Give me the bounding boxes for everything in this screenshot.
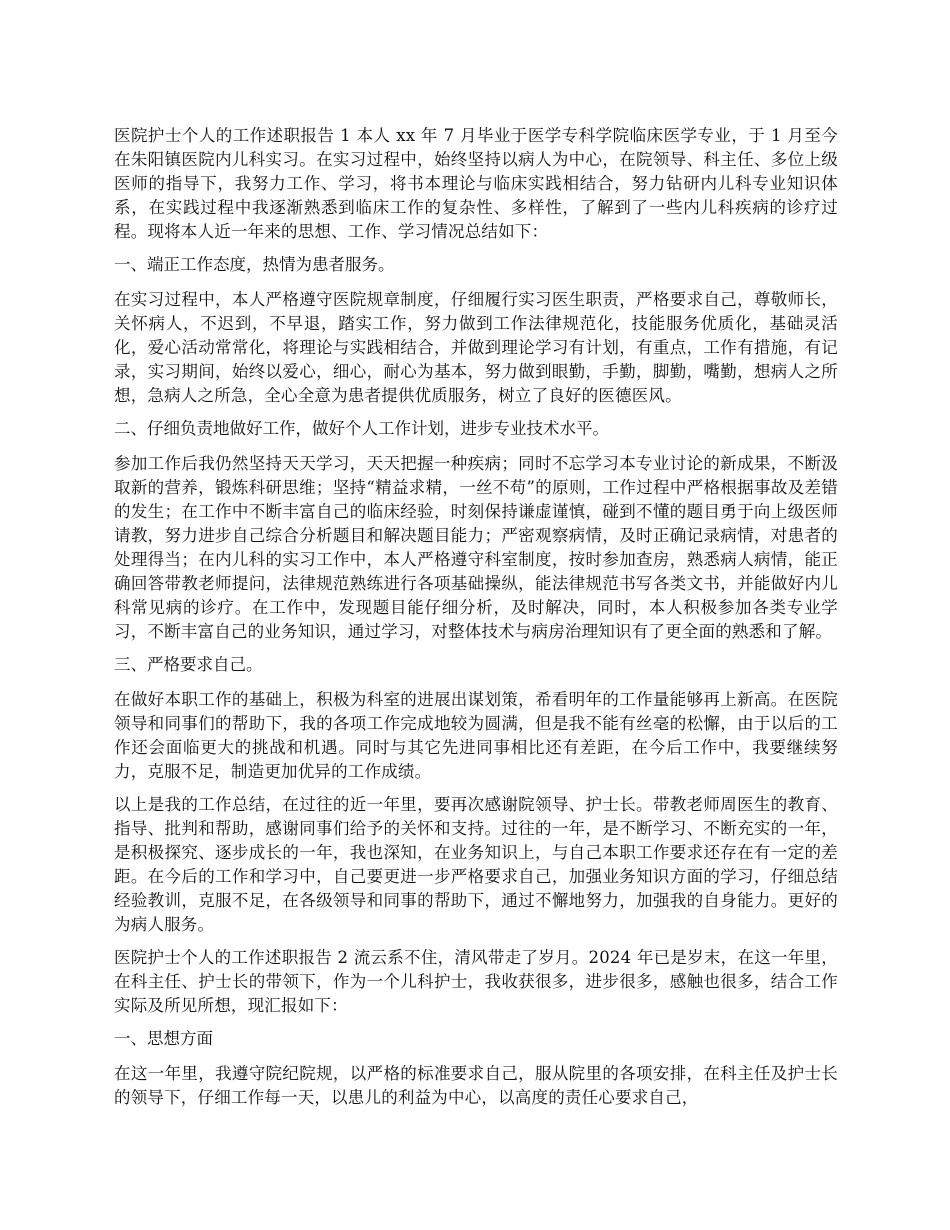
section-heading-thought: 一、思想方面 <box>114 1029 213 1048</box>
attitude-paragraph: 在实习过程中，本人严格遵守医院规章制度，仔细履行实习医生职责，严格要求自己，尊敬师长，关怀病人，不迟到，不早退，踏实工作，努力做到工作法律规范化，技能服务优质化，基础灵活化，爱心活动常常化，将理论与实践相结合，并做到理论学习有计划，有重点，工作有措施，有记录，实习期间，始终以爱心，细心，耐心为基本，努力做到眼勤，手勤，脚勤，嘴勤，想病人之所想，急病人之所急，全心全意为患者提供优质服务，树立了良好的医德医风。 <box>114 290 838 405</box>
section-heading-self-discipline: 三、严格要求自己。 <box>114 655 263 674</box>
self-discipline-paragraph: 在做好本职工作的基础上，积极为科室的进展出谋划策，希看明年的工作量能够再上新高。在医院领导和同事们的帮助下，我的各项工作完成地较为圆满，但是我不能有丝毫的松懈，由于以后的工作还会面临更大的挑战和机遇。同时与其它先进同事相比还有差距，在今后工作中，我要继续努力，克服不足，制造更加优异的工作成绩。 <box>114 690 838 781</box>
section-heading-responsibility: 二、仔细负责地做好工作，做好个人工作计划，进步专业技术水平。 <box>114 419 609 438</box>
thought-paragraph: 在这一年里，我遵守院纪院规，以严格的标准要求自己，服从院里的各项安排，在科主任及护士长的领导下，仔细工作每一天，以患儿的利益为中心，以高度的责任心要求自己， <box>114 1064 838 1107</box>
document-page <box>114 124 838 1119</box>
intro-paragraph: 医院护士个人的工作述职报告 1 本人 xx 年 7 月毕业于医学专科学院临床医学专业，于 1 月至今在朱阳镇医院内儿科实习。在实习过程中，始终坚持以病人为中心，在院领导、科主任、多位上级医师的指导下，我努力工作、学习，将书本理论与临床实践相结合，努力钻研内儿科专业知识体系，在实践过程中我逐渐熟悉到临床工作的复杂性、多样性，了解到了一些内儿科疾病的诊疗过程。现将本人近一年来的思想、工作、学习情况总结如下： <box>114 126 838 241</box>
section-heading-attitude: 一、端正工作态度，热情为患者服务。 <box>114 255 395 274</box>
summary-paragraph: 以上是我的工作总结，在过往的近一年里，要再次感谢院领导、护士长。带教老师周医生的教育、指导、批判和帮助，感谢同事们给予的关怀和支持。过往的一年，是不断学习、不断充实的一年，是积极探究、逐步成长的一年，我也深知，在业务知识上，与自己本职工作要求还存在有一定的差距。在今后的工作和学习中，自己要更进一步严格要求自己，加强业务知识方面的学习，仔细总结经验教训，克服不足，在各级领导和同事的帮助下，通过不懈地努力，加强我的自身能力。更好的为病人服务。 <box>114 795 838 934</box>
responsibility-paragraph: 参加工作后我仍然坚持天天学习，天天把握一种疾病；同时不忘学习本专业讨论的新成果，不断汲取新的营养，锻炼科研思维；坚持“精益求精，一丝不苟”的原则，工作过程中严格根据事故及差错的发生；在工作中不断丰富自己的临床经验，时刻保持谦虚谨慎，碰到不懂的题目勇于向上级医师请教，努力进步自己综合分析题目和解决题目能力；严密观察病情，及时正确记录病情，对患者的处理得当；在内儿科的实习工作中，本人严格遵守科室制度，按时参加查房，熟悉病人病情，能正确回答带教老师提问，法律规范熟练进行各项基础操纵，能法律规范书写各类文书，并能做好内儿科常见病的诊疗。在工作中，发现题目能仔细分析，及时解决，同时，本人积极参加各类专业学习，不断丰富自己的业务知识，通过学习，对整体技术与病房治理知识有了更全面的熟悉和了解。 <box>114 454 838 641</box>
report-2-intro-paragraph: 医院护士个人的工作述职报告 2 流云系不住，清风带走了岁月。2024 年已是岁末，在这一年里，在科主任、护士长的带领下，作为一个儿科护士，我收获很多，进步很多，感触也很多，结合工作实际及所见所想，现汇报如下： <box>114 948 838 1015</box>
